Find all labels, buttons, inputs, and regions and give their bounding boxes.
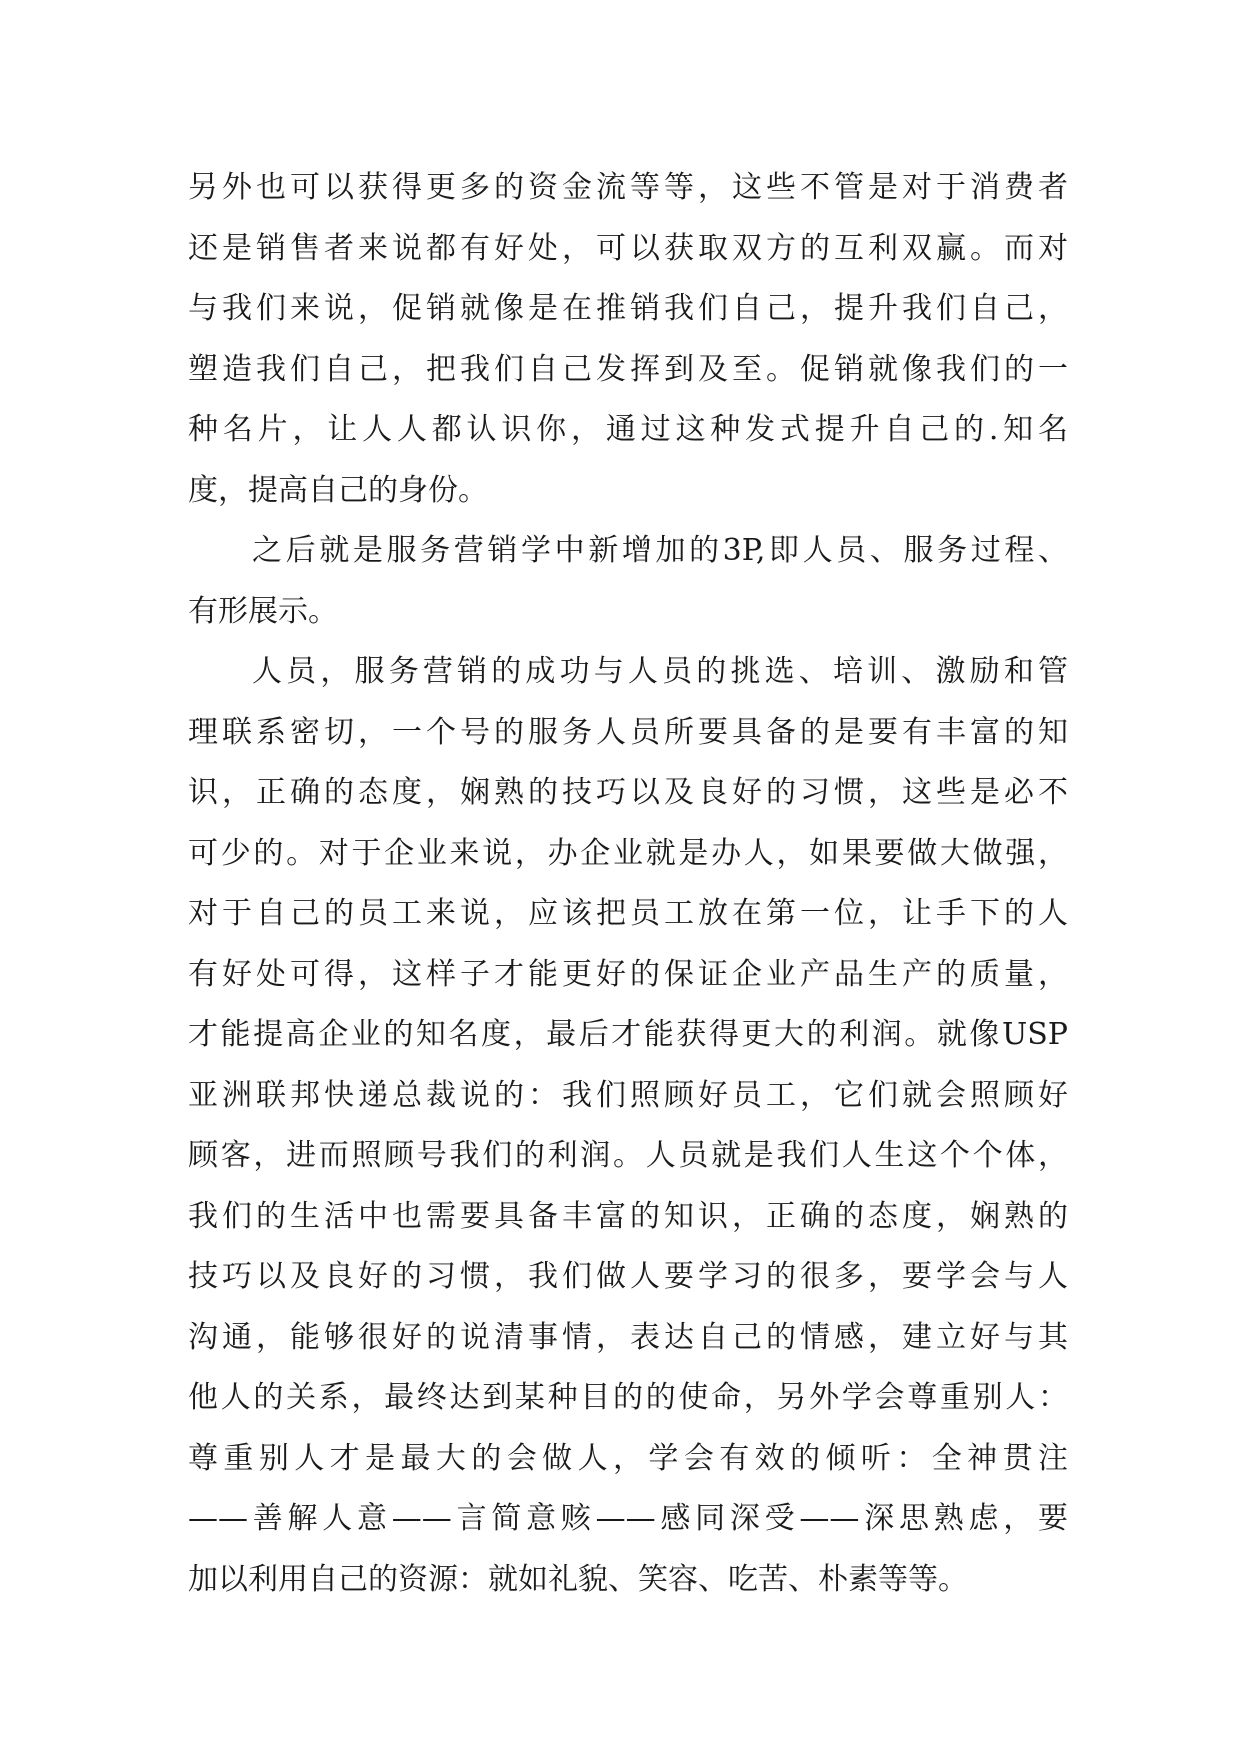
- text-line: 度，提高自己的身份。: [188, 472, 488, 508]
- text-line: 与我们来说，促销就像是在推销我们自己，提升我们自己，: [188, 291, 1068, 326]
- text-line: 另外也可以获得更多的资金流等等，这些不管是对于消费者: [188, 170, 1068, 205]
- text-line: 识，正确的态度，娴熟的技巧以及良好的习惯，这些是必不: [188, 775, 1068, 810]
- text-line: 加以利用自己的资源：就如礼貌、笑容、吃苦、朴素等等。: [188, 1561, 968, 1597]
- text-line: 可少的。对于企业来说，办企业就是办人，如果要做大做强，: [188, 835, 1068, 871]
- text-line: 技巧以及良好的习惯，我们做人要学习的很多，要学会与人: [188, 1259, 1068, 1294]
- paragraph-first-line: 之后就是服务营销学中新增加的3P,即人员、服务过程、: [252, 533, 1068, 568]
- text-line: 顾客，进而照顾号我们的利润。人员就是我们人生这个个体，: [188, 1138, 1068, 1173]
- text-line: 沟通，能够很好的说清事情，表达自己的情感，建立好与其: [188, 1319, 1068, 1355]
- text-line: 有形展示。: [188, 593, 338, 629]
- text-line: 塑造我们自己，把我们自己发挥到及至。促销就像我们的一: [188, 351, 1068, 387]
- text-line: 亚洲联邦快递总裁说的：我们照顾好员工，它们就会照顾好: [188, 1077, 1068, 1113]
- text-line: ——善解人意——言简意赅——感同深受——深思熟虑，要: [188, 1501, 1068, 1536]
- text-line: 才能提高企业的知名度，最后才能获得更大的利润。就像USP: [188, 1017, 1068, 1052]
- text-line: 还是销售者来说都有好处，可以获取双方的互利双赢。而对: [188, 230, 1068, 266]
- text-line: 理联系密切，一个号的服务人员所要具备的是要有丰富的知: [188, 714, 1068, 750]
- text-line: 有好处可得，这样子才能更好的保证企业产品生产的质量，: [188, 956, 1068, 992]
- document-body: [188, 158, 1068, 1610]
- text-line: 他人的关系，最终达到某种目的的使命，另外学会尊重别人：: [188, 1380, 1068, 1415]
- text-line: 种名片，让人人都认识你，通过这种发式提升自己的.知名: [188, 412, 1068, 447]
- text-line: 我们的生活中也需要具备丰富的知识，正确的态度，娴熟的: [188, 1198, 1068, 1234]
- paragraph-first-line: 人员，服务营销的成功与人员的挑选、培训、激励和管: [252, 654, 1068, 689]
- text-line: 尊重别人才是最大的会做人，学会有效的倾听：全神贯注: [188, 1440, 1068, 1476]
- text-line: 对于自己的员工来说，应该把员工放在第一位，让手下的人: [188, 896, 1068, 931]
